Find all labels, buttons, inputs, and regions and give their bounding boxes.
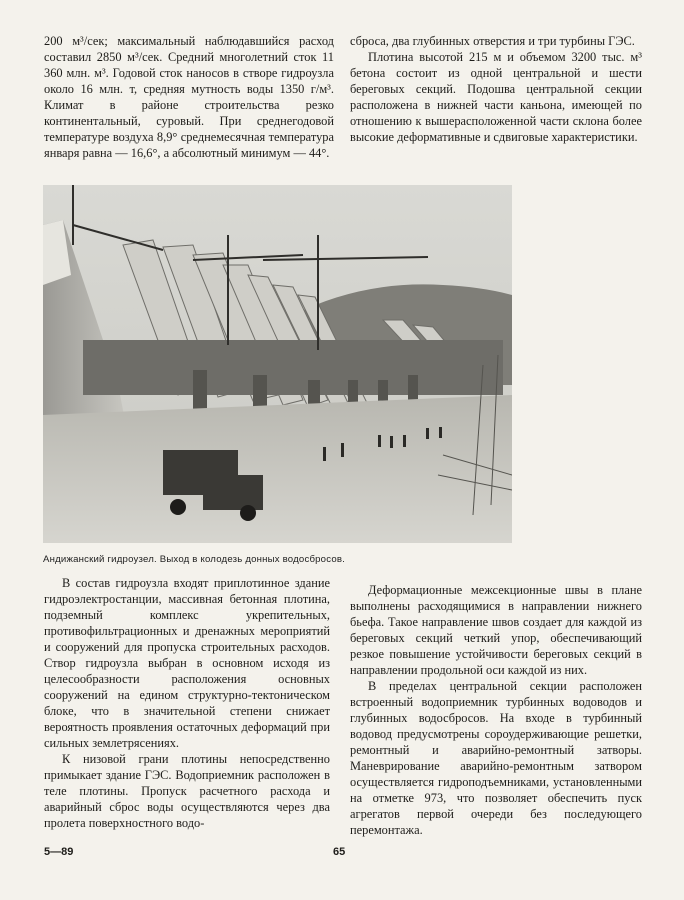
dam-construction-photo xyxy=(43,185,512,543)
paragraph: В пределах центральной секции расположен встроенный водоприемник турбинных водоводов и глубинных водосбросов. На входе в турбинный водовод предусмотрены сороудерживающие решетки, ремонтный и аварийно-ремонтный затворы. Маневрирование аварийно-ремонтным затвором осуществляется гидроподъемниками, установленными на отметке 973, что позволяет обеспечить пуск агрегатов первой очереди без последующего перемонтажа. xyxy=(350,679,642,837)
text-column-bottom-left xyxy=(44,575,330,831)
paragraph: 200 м³/сек; максимальный наблюдавшийся расход составил 2850 м³/сек. Средний многолетний сток 11 360 млн. м³. Годовой сток наносов в створе гидроузла около 16 млн. т, средняя мутность воды 1350 г/м³. Климат в районе строительства резко континентальный, суровый. При среднегодовой температуре воздуха 8,9° среднемесячная температура января равна — 16,6°, а абсолютный минимум — 44°. xyxy=(44,34,334,160)
paragraph: В состав гидроузла входят приплотинное здание гидроэлектростанции, массивная бетонная плотина, подземный комплекс укрепительных, противофильтрационных и дренажных мероприятий и сооружений для пропуска строительных расходов. Створ гидроузла выбран в основном исходя из целесообразности расположения основных сооружений на едином структурно-тектоническом блоке, что в значительной степени снижает вероятность проявления остаточных деформаций при сильных землетрясениях. xyxy=(44,576,330,750)
figure-caption: Андижанский гидроузел. Выход в колодезь донных водосбросов. xyxy=(43,554,346,565)
paragraph: Плотина высотой 215 м и объемом 3200 тыс. м³ бетона состоит из одной центральной и шести береговых секций. Подошва центральной секции расположена в нижней части каньона, имеющей по отношению к вышерасположенной части склона более высокие деформативные и сдвиговые характеристики. xyxy=(350,50,642,144)
text-column-top-right xyxy=(350,33,642,145)
text-column-bottom-right xyxy=(350,582,642,838)
paragraph: К низовой грани плотины непосредственно примыкает здание ГЭС. Водоприемник расположен в теле плотины. Пропуск расчетного расхода и аварийный сброс воды осуществляются через два пролета поверхностного водо- xyxy=(44,752,330,830)
text-column-top-left xyxy=(44,33,334,161)
page-number: 65 xyxy=(333,846,346,858)
paragraph: сброса, два глубинных отверстия и три турбины ГЭС. xyxy=(350,34,635,48)
paragraph: Деформационные межсекционные швы в плане выполнены расходящимися в направлении нижнего бьефа. Такое направление швов создает для каждой из береговых секций четкий упор, обеспечивающий резкое повышение устойчивости береговых секций в направлении продольной оси каждой из них. xyxy=(350,583,642,677)
printer-signature: 5—89 xyxy=(44,846,74,858)
